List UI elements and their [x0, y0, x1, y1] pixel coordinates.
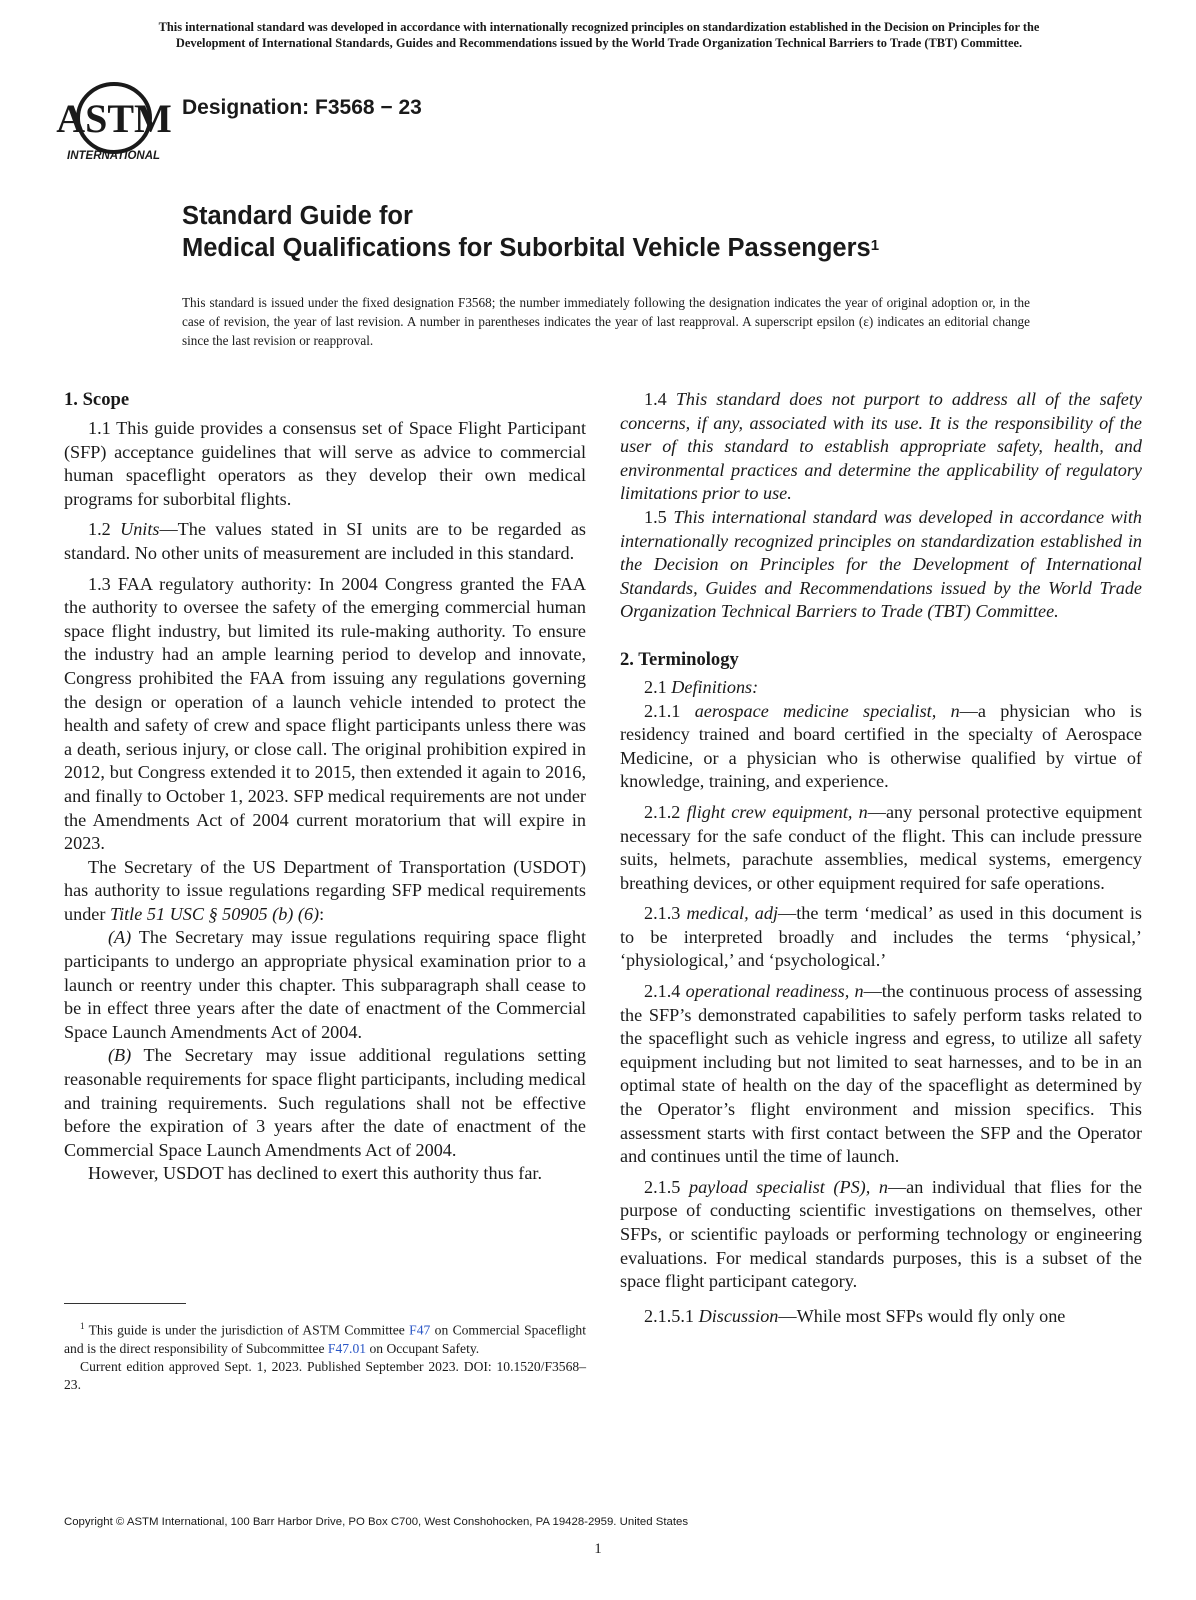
section-2-heading: 2. Terminology [620, 648, 739, 670]
para-1-1: 1.1 This guide provides a consensus set of Space Flight Participant (SFP) acceptance guidelines that will serve as advice to commercial human spaceflight operators as they develop their own medical programs for suborbital flights. [64, 418, 586, 509]
para-1-5: 1.5 This international standard was developed in accordance with internationally recognized principles on standardization established in the Decision on Principles for the Development of International Standards, Guides and Recommendations issued by the World Trade Organization Technical Barriers to Trade (TBT) Committee. [620, 506, 1143, 622]
para-b: (B) The Secretary may issue additional regulations setting reasonable requirements for space flight participants, including medical and training requirements. Such regulations shall not be effective before the expiration of 3 years after the date of enactment of the Commercial Space Launch Amendments Act of 2004. [64, 1045, 586, 1160]
logo-text: ASTM [56, 96, 172, 141]
title-line-1: Standard Guide for [182, 202, 413, 230]
para-2-1-3: 2.1.3 medical, adj—the term ‘medical’ as used in this document is to be interpreted broadly and includes the terms ‘physical,’ ‘physiological,’ and ‘psychological.’ [620, 903, 1143, 971]
para-1-3: 1.3 FAA regulatory authority: In 2004 Congress granted the FAA the authority to oversee the safety of the emerging commercial human space flight industry, but limited its rule-making authority. To ensure the industry had an ample learning period to develop and innovate, Congress prohibited the FAA from issuing any regulations governing the design or operation of a launch vehicle intended to protect the health and safety of crew and space flight participants unless there was a death, serious injury, or close call. The original prohibition expired in 2012, but Congress extended it to 2015, then extended it again to 2016, and finally to October 1, 2023. SFP medical requirements are not under the Amendments Act of 2004 current moratorium that will expire in 2023. [64, 573, 586, 854]
footnote-edition: Current edition approved Sept. 1, 2023. Published September 2023. DOI: 10.1520/F3568–23. [64, 1358, 586, 1392]
para-1-4: 1.4 This standard does not purport to address all of the safety concerns, if any, associated with its use. It is the responsibility of the user of this standard to establish appropriate safety, health, and environmental practices and determine the applicability of regulatory limitations prior to use. [620, 389, 1143, 504]
section-1-heading: 1. Scope [64, 389, 130, 410]
footnote [64, 1317, 586, 1394]
para-2-1: 2.1 Definitions: [644, 676, 759, 697]
para-2-1-5-1: 2.1.5.1 Discussion—While most SFPs would fly only one [644, 1305, 1066, 1326]
right-column [620, 388, 1142, 1328]
wto-notice [60, 19, 1138, 51]
notice-line-1: This international standard was developed in accordance with internationally recognized principles on standardization established in the Decision on Principles for the [158, 20, 1040, 34]
document-title [182, 200, 879, 264]
title-line-2: Medical Qualifications for Suborbital Vehicle Passengers$^1$ [182, 234, 880, 262]
para-however: However, USDOT has declined to exert this authority thus far. [88, 1163, 543, 1184]
para-2-1-2: 2.1.2 flight crew equipment, n—any personal protective equipment necessary for the safe conduct of the flight. This can include pressure suits, helmets, parachute assemblies, medical systems, emergency breathing devices, or other equipment required for safe operations. [620, 801, 1142, 893]
left-column [64, 388, 586, 1186]
logo-sub-text: INTERNATIONAL [67, 150, 161, 162]
notice-line-2: Development of International Standards, Guides and Recommendations issued by the World Trade Organization Technical Barriers to Trade (TBT) Committee. [175, 36, 1023, 50]
astm-logo [56, 80, 172, 166]
designation: Designation: F3568 − 23 [182, 96, 422, 119]
subcommittee-link[interactable]: F47.01 [327, 1340, 367, 1356]
issued-note: This standard is issued under the fixed designation F3568; the number immediately following the designation indicates the year of original adoption or, in the case of revision, the year of last revision. A number in parentheses indicates the year of last reapproval. A superscript epsilon (ε) indicates an editorial change since the last revision or reapproval. [182, 295, 1030, 348]
title-footnote-ref: 1 [870, 237, 880, 254]
committee-link[interactable]: F47 [409, 1322, 431, 1338]
para-a: (A) The Secretary may issue regulations requiring space flight participants to undergo an appropriate physical examination prior to a launch or reentry under this chapter. This subparagraph shall cease to be in effect three years after the date of enactment of the Commercial Space Launch Amendments Act of 2004. [64, 927, 586, 1042]
page-number: 1 [594, 1541, 602, 1557]
footnote-rule [64, 1303, 186, 1304]
copyright-footer: Copyright © ASTM International, 100 Barr Harbor Drive, PO Box C700, West Conshohocken, PA 19428-2959. United States [64, 1516, 689, 1528]
para-1-2: 1.2 Units—The values stated in SI units are to be regarded as standard. No other units of measurement are included in this standard. [64, 519, 586, 563]
para-2-1-1: 2.1.1 aerospace medicine specialist, n—a physician who is residency trained and board certified in the specialty of Aerospace Medicine, or a physician who is otherwise qualified by virtue of knowledge, training, and experience. [620, 700, 1143, 792]
footnote-jurisdiction: $^1$ This guide is under the jurisdiction of ASTM Committee F47 on Commercial Spaceflight and is the direct responsibility of Subcommittee F47.01 on Occupant Safety. [64, 1321, 586, 1356]
para-2-1-4: 2.1.4 operational readiness, n—the continuous process of assessing the SFP’s demonstrated capabilities to safely perform tasks related to the spaceflight such as vehicle ingress and egress, to utilize all safety equipment including but not limited to seat harnesses, and to be in an optimal state of health on the day of the spaceflight as determined by the Operator’s flight environment and mission specifics. This assessment starts with first contact between the SFP and the Operator and continues until the time of launch. [620, 981, 1143, 1167]
para-usdot: The Secretary of the US Department of Transportation (USDOT) has authority to issue regulations regarding SFP medical requirements under Title 51 USC § 50905 (b) (6): [64, 856, 586, 924]
para-2-1-5: 2.1.5 payload specialist (PS), n—an individual that flies for the purpose of conducting scientific investigations on themselves, other SFPs, or scientific payloads or performing technology or engineering evaluations. For medical standards purposes, this is a subset of the space flight participant category. [620, 1176, 1142, 1292]
